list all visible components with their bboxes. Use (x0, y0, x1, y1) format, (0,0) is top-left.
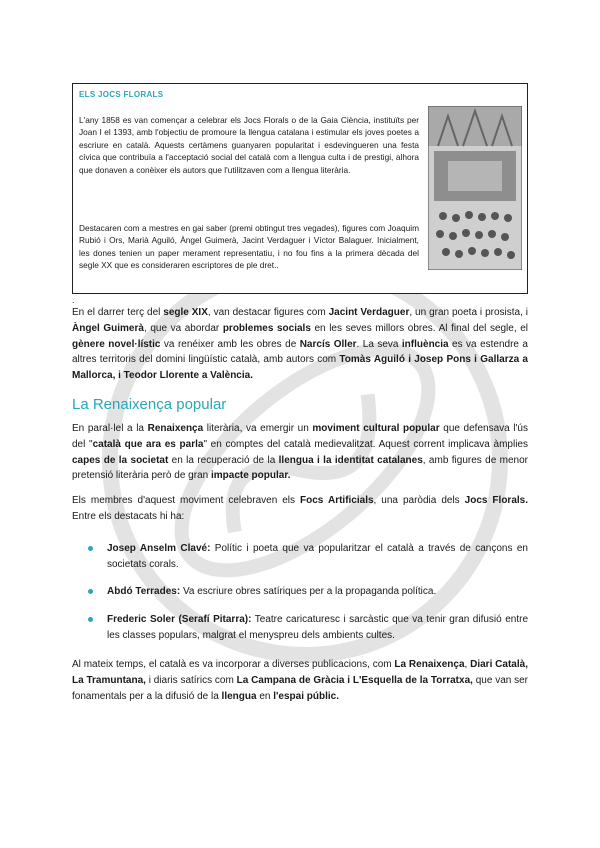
bold-text: llengua (221, 690, 257, 702)
bold-text: impacte popular. (210, 470, 291, 482)
paragraph-popular-movement (72, 421, 528, 484)
bold-text: Jocs Florals. (464, 495, 528, 506)
text-run: , amb figures de menor pretensió literària però de gran (72, 454, 528, 482)
text-run: Teatre caricaturesc i sarcàstic que va tenir gran difusió entre les classes populars, malgrat el menyspreu dels ambients cultes. (107, 614, 529, 641)
text-run: en (256, 690, 274, 702)
list-item-text (107, 612, 528, 644)
bullet-dot-icon (88, 617, 93, 622)
bold-text: capes de la societat (72, 454, 169, 466)
text-run: va renéixer amb les obres de (160, 338, 300, 350)
text-run: Destacaren com a mestres en gai saber (premi obtingut tres vegades), figures com Joaquim Rubió i Ors, Marià Aguiló, Àngel Guimerà, Jacint Verdaguer i Víctor Balaguer. Inicialment, les dones tenien un paper merament representatiu, i no fou fins a la primera dècada del segle XX que es consideraren escriptores de ple dret.. (79, 223, 419, 271)
bold-text: problemes socials (222, 322, 311, 334)
section-heading: La Renaixença popular (72, 396, 227, 413)
text-run: , (464, 659, 471, 670)
text-run: , un gran poeta i prosista, i (409, 307, 528, 318)
text-run: Entre els destacats hi ha: (72, 510, 185, 522)
text-run: , una paròdia dels (373, 495, 465, 506)
bold-text: Renaixença (147, 423, 204, 434)
text-run: Va escriure obres satíriques per a la propaganda política. (180, 586, 437, 597)
text-run: , van destacar figures com (207, 307, 329, 318)
bold-text: La Campana de Gràcia i L'Esquella de la Torratxa, (236, 674, 473, 686)
text-run: que van ser fonamentals per a la difusió de la (72, 674, 529, 702)
bullet-dot-icon (88, 546, 93, 551)
bold-text: Narcís Oller (299, 338, 357, 350)
bold-text: segle XIX (163, 307, 208, 318)
bold-text: Àngel Guimerà (72, 322, 144, 334)
bold-text: gènere novel·lístic (72, 338, 161, 350)
bold-text: Jacint Verdaguer (328, 307, 410, 318)
list-item-text (107, 584, 528, 600)
bold-text: Abdó Terrades: (107, 586, 181, 597)
bold-text: Josep Anselm Clavé: (107, 543, 211, 554)
text-run: " en comptes del català medievalitzat. Aquest corrent implicava àmplies (203, 438, 528, 450)
bold-text: Focs Artificials (300, 495, 374, 506)
stray-dot: . (72, 295, 75, 305)
text-run: i diaris satírics com (145, 674, 237, 686)
text-run: , que va abordar (143, 322, 223, 334)
text-run: es va estendre a altres territoris del domini lingüístic català, amb autors com (72, 338, 528, 366)
text-run: . La seva (356, 338, 402, 350)
bold-text: moviment cultural popular (312, 423, 440, 434)
text-run: Els membres d'aquest moviment celebraven els (72, 495, 301, 506)
list-item-text (107, 541, 528, 573)
text-run: Polític i poeta que va popularitzar el català a través de cançons en societats corals. (107, 543, 528, 570)
bold-text: català que ara es parla (92, 438, 204, 450)
text-run: Al mateix temps, el català es va incorporar a diverses publicacions, com (72, 659, 395, 670)
text-run: en les seves millors obres. Al final del segle, el (310, 322, 528, 334)
text-run: que defensava l'ús del " (72, 423, 528, 450)
paragraph-publications (72, 657, 528, 704)
bold-text: Frederic Soler (Serafí Pitarra): (107, 614, 252, 625)
bold-text: l'espai públic. (273, 690, 339, 702)
text-run: En paral·lel a la (72, 423, 148, 434)
text-run: en la recuperació de la (168, 454, 279, 466)
paragraph-late-19th-century (72, 305, 528, 384)
text-run: L'any 1858 es van començar a celebrar els Jocs Florals o de la Gaia Ciència, instituïts per Joan I el 1393, amb l'objectiu de promoure la llengua catalana i estimular els joves poetes a escriure en català. Aquests certàmens guanyaren popularitat i esdevingueren una festa cívica que contribuïa a l'acceptació social del català com a llengua culta i de prestigi, alhora que donaven a conèixer els autors que l'utilitzaven com a llengua literària. (79, 115, 419, 175)
text-run: En el darrer terç del (72, 307, 164, 318)
text-run: literària, va emergir un (203, 423, 313, 434)
bold-text: La Renaixença (394, 659, 465, 670)
paragraph-focs-artificials (72, 493, 528, 525)
jocs-florals-image (428, 106, 522, 270)
box-title: ELS JOCS FLORALS (79, 90, 164, 99)
box-paragraph-1 (79, 114, 419, 176)
bold-text: Tomàs Aguiló i Josep Pons i Gallarza a Mallorca, i Teodor Llorente a València. (72, 354, 528, 382)
jocs-florals-box (72, 83, 528, 294)
bold-text: llengua i la identitat catalanes (278, 454, 423, 466)
bold-text: influència (401, 338, 449, 350)
bullet-dot-icon (88, 589, 93, 594)
bold-text: Diari Català, La Tramuntana, (72, 659, 528, 686)
box-paragraph-2 (79, 222, 419, 272)
